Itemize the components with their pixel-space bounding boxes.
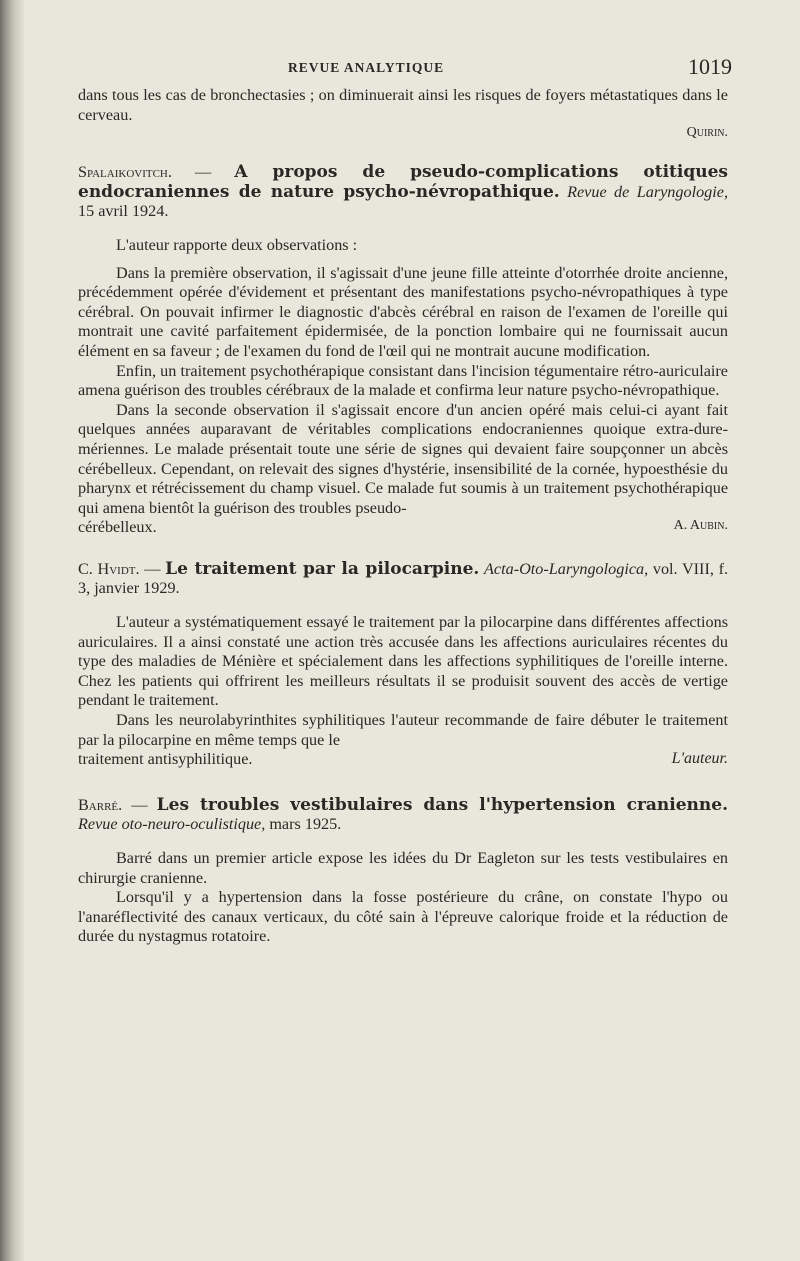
intro-signature: Quirin. [686, 125, 728, 141]
paragraph: L'auteur rapporte deux observations : [116, 235, 358, 254]
paragraph: Lorsqu'il y a hypertension dans la fosse postérieure du crâne, on constate l'hypo ou l'anaréflectivité des canaux verticaux, du côté sain à l'épreuve calorique froide et la réduction de durée du nystagmus rotatoire. [78, 888, 728, 946]
article-heading [78, 796, 728, 835]
article-author: Spalaikovitch. [78, 163, 172, 182]
article-journal: Revue de Laryngologie, [567, 182, 729, 201]
last-line [78, 750, 728, 770]
article-date: mars 1925. [265, 815, 342, 834]
running-title: REVUE ANALYTIQUE [288, 60, 445, 75]
paragraph: Barré dans un premier article expose les idées du Dr Eagleton sur les tests vestibulaires en chirurgie cranienne. [78, 849, 728, 887]
article-heading [78, 163, 728, 222]
article-author: Barré. [78, 795, 123, 814]
dash: — [171, 163, 235, 182]
article-date: 15 avril 1924. [78, 202, 169, 221]
paragraph: L'auteur a systématiquement essayé le traitement par la pilocarpine dans différentes affections auriculaires. Il a ainsi constaté une action très accusée dans les affections auriculaires récentes du type des maladies de Ménière et spécialement dans les affections syphilitiques de l'oreille interne. Chez les patients qui offrirent les meilleurs résultats il se produisit souvent des accès de vertige pendant le traitement. [78, 613, 728, 710]
article-title: Le traitement par la pilocarpine. [165, 558, 480, 579]
page-number: 1019 [688, 54, 732, 79]
dash: — [122, 795, 157, 814]
paragraph: Enfin, un traitement psychothérapique consistant dans l'incision tégumentaire rétro-auriculaire amena guérison des troubles cérébraux de la malade et confirma leur nature psycho-névropathique. [78, 361, 728, 400]
paragraph: Dans la première observation, il s'agissait d'une jeune fille atteinte d'otorrhée droite ancienne, précédemment opérée d'évidement et présentant des manifestations psycho-névropathiques à type cérébral. On pouvait infirmer le diagnostic d'abcès cérébral en raison de l'examen de l'oreille qui montrait une cavité parfaitement épidermisée, de la ponction lombaire qui ne fournissait aucun élément en sa faveur ; de l'examen du fond de l'œil qui ne montrait aucune modification. [78, 263, 728, 360]
page-header [78, 52, 732, 86]
page [78, 52, 732, 947]
article-spalaikovitch [78, 163, 728, 538]
intro-section [78, 86, 728, 141]
book-binding-shadow [0, 0, 24, 1261]
last-line [78, 518, 728, 538]
article-date: vol. VIII, f. 3, janvier 1929. [78, 559, 729, 598]
article-journal: Acta-Oto-Laryngologica, [484, 559, 649, 578]
article-hvidt [78, 560, 728, 770]
paragraph-end: traitement antisyphilitique. [78, 750, 253, 769]
article-journal: Revue oto-neuro-oculistique, [78, 815, 266, 834]
article-heading [78, 560, 728, 599]
paragraph: Dans les neurolabyrinthites syphilitiques l'auteur recommande de faire débuter le traitement par la pilocarpine en même temps que le [78, 711, 728, 749]
paragraph-end: cérébelleux. [78, 518, 157, 537]
article-signature: A. Aubin. [673, 518, 728, 534]
article-author: C. Hvidt. [78, 559, 140, 578]
dash: — [139, 559, 166, 578]
intro-text: dans tous les cas de bronchectasies ; on diminuerait ainsi les risques de foyers métastatiques dans le cerveau. [78, 86, 728, 124]
article-title: Les troubles vestibulaires dans l'hypertension cranienne. [156, 794, 729, 815]
article-barre [78, 796, 728, 947]
article-title: A propos de pseudo-complications otitiques endocraniennes de nature psycho-névropathique. [78, 162, 729, 202]
article-signature: L'auteur. [671, 750, 728, 768]
paragraph: Dans la seconde observation il s'agissait encore d'un ancien opéré mais celui-ci ayant fait quelques années auparavant de véritables complications endocraniennes quoique extra-dure-mériennes. Le malade présentait toute une série de signes qui devaient faire soupçonner un abcès cérébelleux. Cependant, on relevait des signes d'hystérie, insensibilité de la cornée, hypoesthésie du pharynx et rétrécissement du champ visuel. Ce malade fut soumis à un traitement psychothérapique qui amena bientôt la guérison des troubles pseudo- [78, 400, 728, 517]
